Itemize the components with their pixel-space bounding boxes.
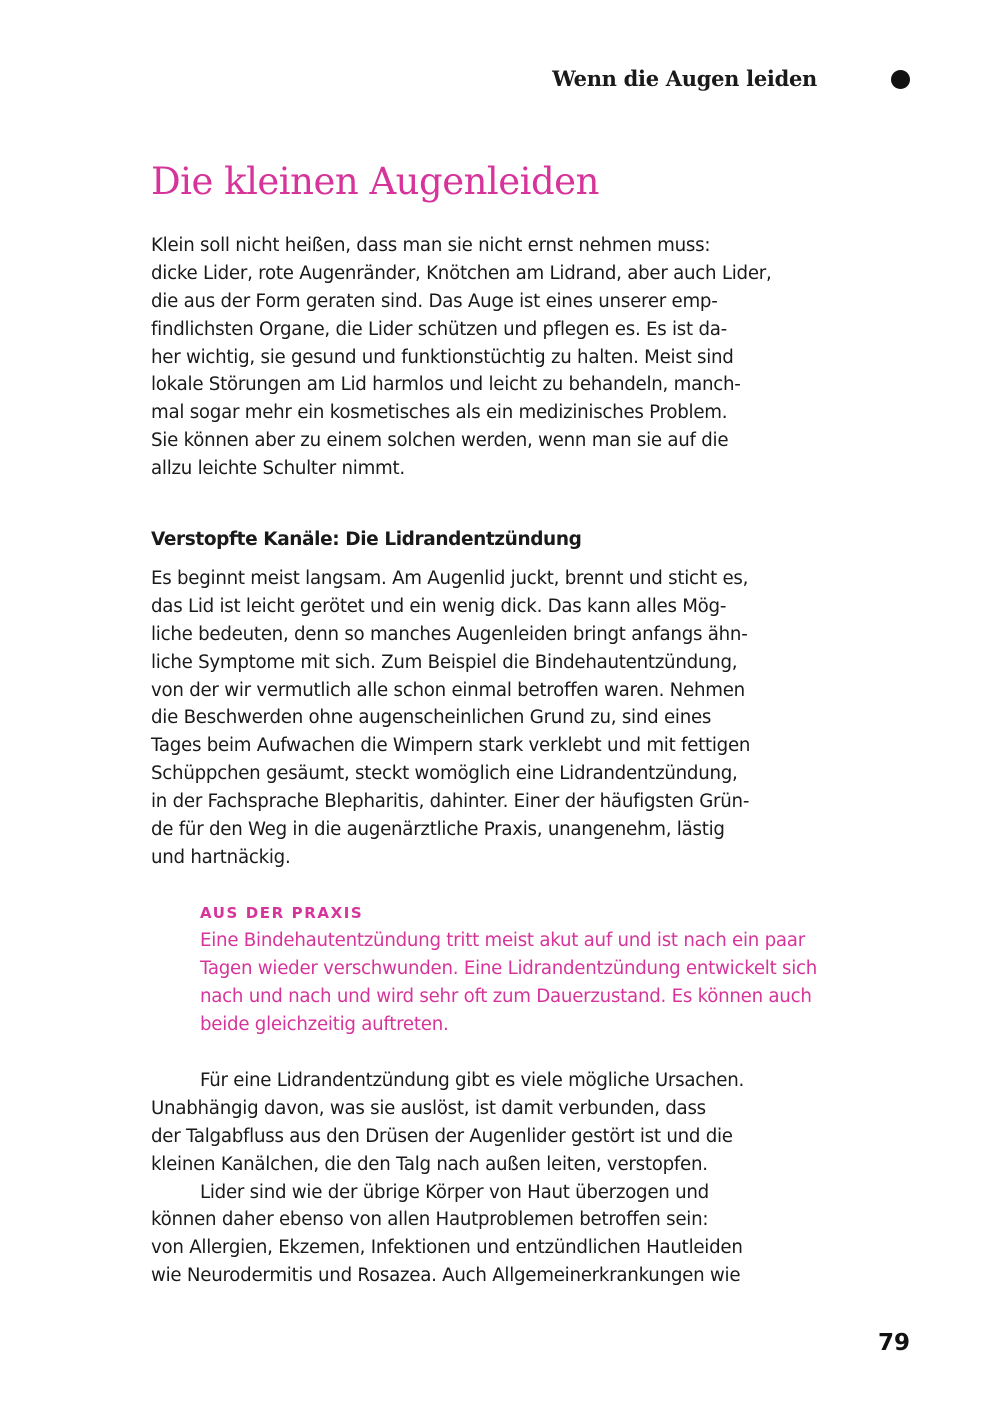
text-line: Lider sind wie der übrige Körper von Haut überzogen und <box>200 1181 709 1203</box>
text-line: lokale Störungen am Lid harmlos und leicht zu behandeln, manch- <box>151 374 741 396</box>
text-line: in der Fachsprache Blepharitis, dahinter. Einer der häufigsten Grün- <box>151 791 750 813</box>
continuation-paragraph <box>151 1067 744 1290</box>
running-head: Wenn die Augen leiden <box>552 66 817 91</box>
text-line: liche Symptome mit sich. Zum Beispiel die Bindehautentzündung, <box>151 651 738 673</box>
page-title: Die kleinen Augenleiden <box>151 160 599 203</box>
text-line: Klein soll nicht heißen, dass man sie nicht ernst nehmen muss: <box>151 235 711 256</box>
text-line: dicke Lider, rote Augenränder, Knötchen am Lidrand, aber auch Lider, <box>151 262 772 284</box>
text-line: können daher ebenso von allen Hautproblemen betroffen sein: <box>151 1209 709 1231</box>
text-line: findlichsten Organe, die Lider schützen und pflegen es. Es ist da- <box>151 318 727 340</box>
section-paragraph <box>151 565 750 872</box>
text-line: die Beschwerden ohne augenscheinlichen Grund zu, sind eines <box>151 707 712 729</box>
section-heading: Verstopfte Kanäle: Die Lidrandentzündung <box>151 529 582 550</box>
text-line: kleinen Kanälchen, die den Talg nach außen leiten, verstopfen. <box>151 1153 708 1175</box>
text-line: liche bedeuten, denn so manches Augenleiden bringt anfangs ähn- <box>151 623 748 645</box>
practice-box <box>200 927 817 1039</box>
text-line: Schüppchen gesäumt, steckt womöglich eine Lidrandentzündung, <box>151 763 738 785</box>
text-line: Tages beim Aufwachen die Wimpern stark verklebt und mit fettigen <box>151 735 751 757</box>
text-line: Sie können aber zu einem solchen werden, wenn man sie auf die <box>151 430 729 452</box>
text-line: von Allergien, Ekzemen, Infektionen und entzündlichen Hautleiden <box>151 1237 743 1259</box>
text-line: mal sogar mehr ein kosmetisches als ein medizinisches Problem. <box>151 402 728 424</box>
text-line: Es beginnt meist langsam. Am Augenlid juckt, brennt und sticht es, <box>151 568 749 589</box>
practice-label: AUS DER PRAXIS <box>200 904 364 922</box>
page-number: 79 <box>877 1330 910 1356</box>
practice-line: nach und nach und wird sehr oft zum Dauerzustand. Es können auch <box>200 985 812 1007</box>
text-line: von der wir vermutlich alle schon einmal betroffen waren. Nehmen <box>151 679 745 701</box>
text-line: der Talgabfluss aus den Drüsen der Augenlider gestört ist und die <box>151 1125 733 1147</box>
text-line: allzu leichte Schulter nimmt. <box>151 458 405 480</box>
practice-line: Eine Bindehautentzündung tritt meist akut auf und ist nach ein paar <box>200 930 805 951</box>
text-line: und hartnäckig. <box>151 846 291 868</box>
bullet-dot-icon <box>891 70 910 89</box>
text-line: Unabhängig davon, was sie auslöst, ist damit verbunden, dass <box>151 1097 706 1119</box>
text-line: her wichtig, sie gesund und funktionstüchtig zu halten. Meist sind <box>151 346 734 368</box>
practice-line: beide gleichzeitig auftreten. <box>200 1013 449 1035</box>
text-line: de für den Weg in die augenärztliche Praxis, unangenehm, lästig <box>151 819 725 841</box>
practice-line: Tagen wieder verschwunden. Eine Lidrandentzündung entwickelt sich <box>200 957 818 979</box>
text-line: Für eine Lidrandentzündung gibt es viele mögliche Ursachen. <box>200 1070 744 1091</box>
text-line: wie Neurodermitis und Rosazea. Auch Allgemeinerkrankungen wie <box>151 1265 741 1287</box>
text-line: die aus der Form geraten sind. Das Auge ist eines unserer emp- <box>151 290 718 312</box>
intro-paragraph <box>151 232 772 483</box>
text-line: das Lid ist leicht gerötet und ein wenig dick. Das kann alles Mög- <box>151 595 727 617</box>
